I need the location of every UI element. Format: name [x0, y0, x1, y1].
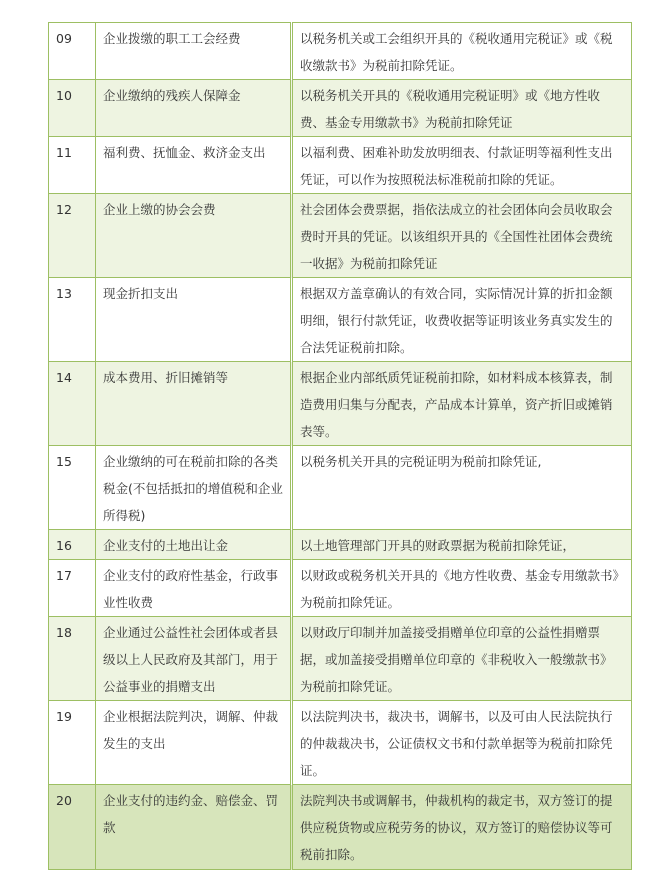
table-row — [49, 80, 632, 137]
expense-item: 企业拨缴的职工工会经费 — [96, 23, 292, 80]
deduction-voucher: 根据企业内部纸质凭证税前扣除，如材料成本核算表，制造费用归集与分配表，产品成本计算单，资产折旧或摊销表等。 — [292, 362, 632, 446]
table-row — [49, 530, 632, 560]
deduction-voucher: 以福利费、困难补助发放明细表、付款证明等福利性支出凭证，可以作为按照税法标准税前扣除的凭证。 — [292, 137, 632, 194]
table-row — [49, 194, 632, 278]
deduction-voucher: 以财政或税务机关开具的《地方性收费、基金专用缴款书》为税前扣除凭证。 — [292, 560, 632, 617]
row-number: 18 — [49, 617, 96, 701]
row-number: 09 — [49, 23, 96, 80]
row-number: 11 — [49, 137, 96, 194]
expense-item: 福利费、抚恤金、救济金支出 — [96, 137, 292, 194]
row-number: 16 — [49, 530, 96, 560]
row-number: 15 — [49, 446, 96, 530]
deduction-voucher: 根据双方盖章确认的有效合同，实际情况计算的折扣金额明细，银行付款凭证，收费收据等证明该业务真实发生的合法凭证税前扣除。 — [292, 278, 632, 362]
row-number: 12 — [49, 194, 96, 278]
expense-item: 现金折扣支出 — [96, 278, 292, 362]
table-row — [49, 785, 632, 870]
deduction-voucher: 社会团体会费票据，指依法成立的社会团体向会员收取会费时开具的凭证。以该组织开具的《全国性社团体会费统一收据》为税前扣除凭证 — [292, 194, 632, 278]
deduction-voucher: 以税务机关开具的《税收通用完税证明》或《地方性收费、基金专用缴款书》为税前扣除凭证 — [292, 80, 632, 137]
row-number: 13 — [49, 278, 96, 362]
row-number: 14 — [49, 362, 96, 446]
deduction-voucher: 以土地管理部门开具的财政票据为税前扣除凭证， — [292, 530, 632, 560]
deduction-voucher: 以税务机关或工会组织开具的《税收通用完税证》或《税收缴款书》为税前扣除凭证。 — [292, 23, 632, 80]
expense-item: 成本费用、折旧摊销等 — [96, 362, 292, 446]
table-row — [49, 137, 632, 194]
table-row — [49, 362, 632, 446]
table-row — [49, 617, 632, 701]
expense-item: 企业支付的违约金、赔偿金、罚款 — [96, 785, 292, 870]
expense-item: 企业缴纳的可在税前扣除的各类税金(不包括抵扣的增值税和企业所得税) — [96, 446, 292, 530]
table-row — [49, 23, 632, 80]
expense-item: 企业上缴的协会会费 — [96, 194, 292, 278]
deduction-voucher: 以财政厅印制并加盖接受捐赠单位印章的公益性捐赠票据，或加盖接受捐赠单位印章的《非税收入一般缴款书》为税前扣除凭证。 — [292, 617, 632, 701]
row-number: 20 — [49, 785, 96, 870]
deduction-voucher: 以税务机关开具的完税证明为税前扣除凭证, — [292, 446, 632, 530]
expense-item: 企业通过公益性社会团体或者县级以上人民政府及其部门，用于公益事业的捐赠支出 — [96, 617, 292, 701]
table-row — [49, 560, 632, 617]
deduction-voucher: 法院判决书或调解书，仲裁机构的裁定书，双方签订的提供应税货物或应税劳务的协议，双方签订的赔偿协议等可税前扣除。 — [292, 785, 632, 870]
tax-deduction-voucher-table — [48, 22, 632, 870]
row-number: 19 — [49, 701, 96, 785]
row-number: 17 — [49, 560, 96, 617]
table-row — [49, 278, 632, 362]
expense-item: 企业支付的土地出让金 — [96, 530, 292, 560]
expense-item: 企业根据法院判决，调解、仲裁发生的支出 — [96, 701, 292, 785]
table-row — [49, 701, 632, 785]
expense-item: 企业支付的政府性基金，行政事业性收费 — [96, 560, 292, 617]
table-row — [49, 446, 632, 530]
expense-item: 企业缴纳的残疾人保障金 — [96, 80, 292, 137]
row-number: 10 — [49, 80, 96, 137]
deduction-voucher: 以法院判决书，裁决书，调解书，以及可由人民法院执行的仲裁裁决书，公证债权文书和付款单据等为税前扣除凭证。 — [292, 701, 632, 785]
